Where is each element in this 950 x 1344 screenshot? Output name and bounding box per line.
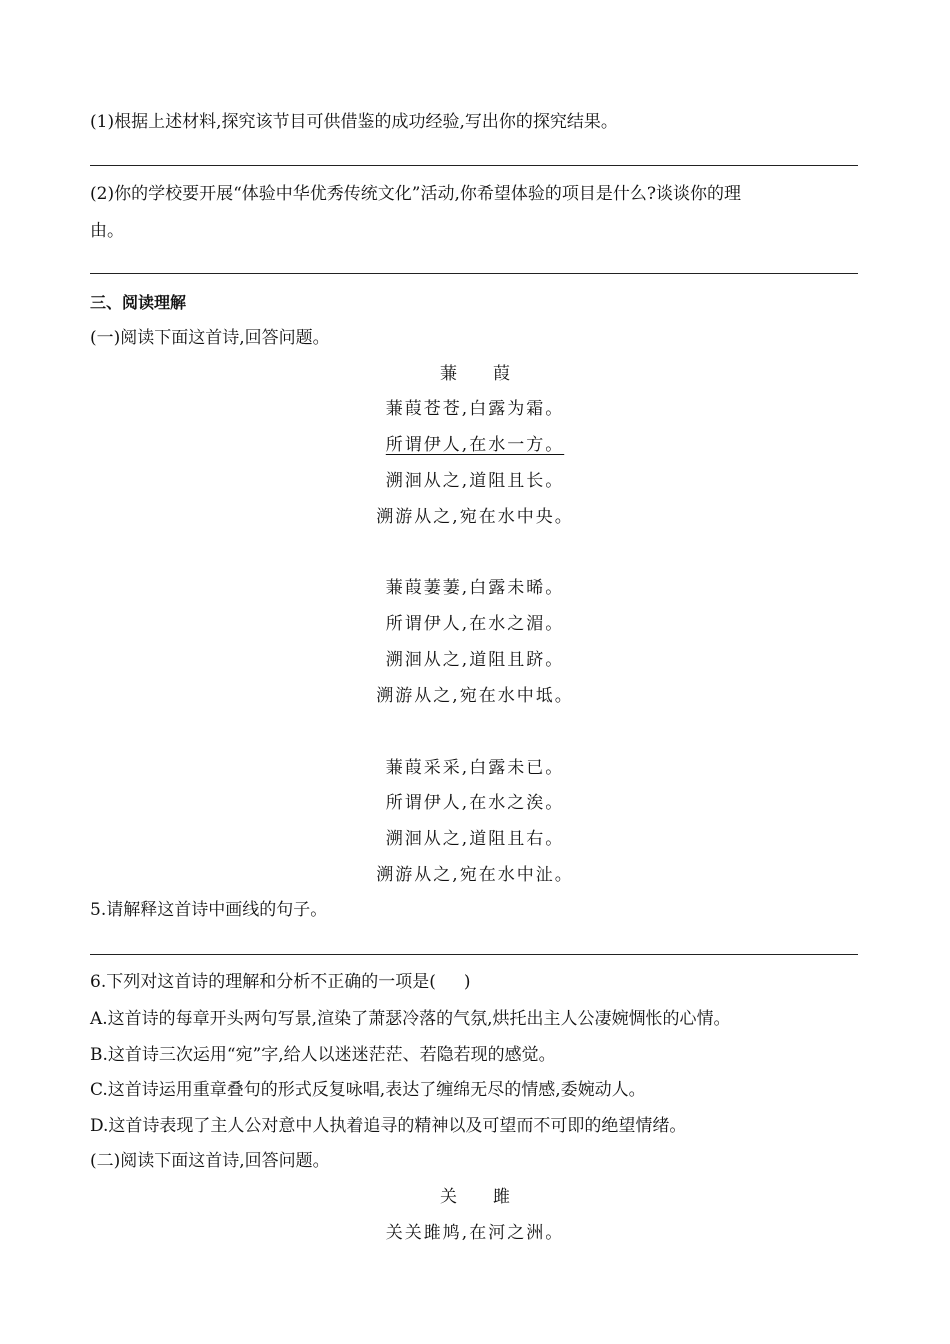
poem-1-title-char-a: 蒹 — [440, 364, 457, 384]
answer-line-3[interactable] — [90, 954, 858, 955]
poem-2-line: 关关雎鸠,在河之洲。 — [385, 1223, 565, 1243]
poem-1-line: 蒹葭采采,白露未已。 — [385, 758, 565, 778]
question-4-sub-2-line-1: (2)你的学校要开展“体验中华优秀传统文化”活动,你希望体验的项目是什么?谈谈你的理 — [90, 184, 741, 204]
poem-2-title-char-b: 雎 — [493, 1187, 510, 1207]
poem-1-line: 溯洄从之,道阻且跻。 — [385, 650, 565, 670]
poem-1-title-char-b: 葭 — [493, 364, 510, 384]
part-1-intro: (一)阅读下面这首诗,回答问题。 — [90, 328, 330, 348]
poem-1-line: 所谓伊人,在水之湄。 — [385, 614, 565, 634]
poem-1-line: 所谓伊人,在水之涘。 — [385, 793, 565, 813]
poem-1-underlined-line — [0, 433, 950, 457]
question-4-sub-2-line-2: 由。 — [90, 221, 124, 241]
poem-1-line: 溯游从之,宛在水中坻。 — [376, 686, 574, 706]
poem-1-line: 蒹葭苍苍,白露为霜。 — [385, 399, 565, 419]
poem-1-title — [0, 362, 950, 386]
poem-2-title-char-a: 关 — [440, 1187, 457, 1207]
question-5: 5.请解释这首诗中画线的句子。 — [90, 900, 328, 920]
poem-1-line: 溯洄从之,道阻且右。 — [385, 829, 565, 849]
question-6-stem-text: 6.下列对这首诗的理解和分析不正确的一项是( — [90, 972, 436, 992]
option-c[interactable]: C.这首诗运用重章叠句的形式反复咏唱,表达了缠绵无尽的情感,委婉动人。 — [90, 1080, 646, 1100]
answer-line-1[interactable] — [90, 165, 858, 166]
option-a[interactable]: A.这首诗的每章开头两句写景,渲染了萧瑟冷落的气氛,烘托出主人公凄婉惆怅的心情。 — [90, 1009, 731, 1029]
option-d[interactable]: D.这首诗表现了主人公对意中人执着追寻的精神以及可望而不可即的绝望情绪。 — [90, 1116, 687, 1136]
underlined-sentence: 所谓伊人,在水一方。 — [385, 435, 565, 455]
question-6-stem-end: ) — [463, 972, 471, 992]
poem-2-title — [0, 1185, 950, 1209]
question-4-sub-1: (1)根据上述材料,探究该节目可供借鉴的成功经验,写出你的探究结果。 — [90, 112, 618, 132]
poem-1-line: 溯游从之,宛在水中央。 — [376, 507, 574, 527]
option-b[interactable]: B.这首诗三次运用“宛”字,给人以迷迷茫茫、若隐若现的感觉。 — [90, 1045, 556, 1065]
poem-1-line: 溯游从之,宛在水中沚。 — [376, 865, 574, 885]
answer-line-2[interactable] — [90, 273, 858, 274]
question-6-stem — [90, 970, 471, 994]
part-2-intro: (二)阅读下面这首诗,回答问题。 — [90, 1151, 330, 1171]
poem-1-line: 蒹葭萋萋,白露未晞。 — [385, 578, 565, 598]
section-heading: 三、阅读理解 — [90, 293, 187, 312]
poem-1-line: 溯洄从之,道阻且长。 — [385, 471, 565, 491]
